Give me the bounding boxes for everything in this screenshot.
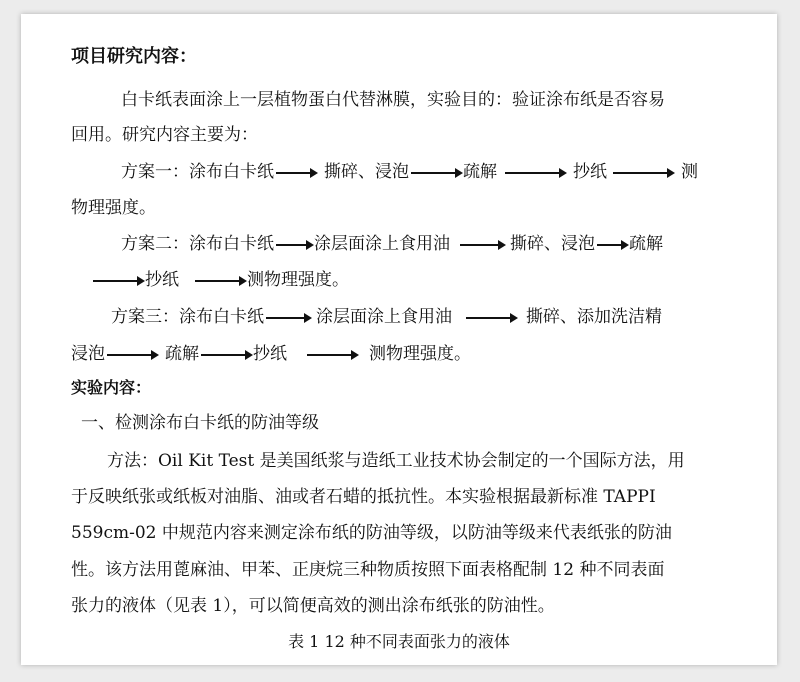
- plan2-step: 疏解: [629, 234, 663, 254]
- plan2-step: 撕碎、浸泡: [510, 234, 595, 254]
- plan3-step: 涂层面涂上食用油: [316, 307, 452, 327]
- arrow-icon: [411, 172, 461, 174]
- plan2-line-2: [91, 269, 349, 291]
- plan1-step: 测: [681, 162, 698, 182]
- arrow-icon: [201, 354, 251, 356]
- arrow-icon: [466, 317, 516, 319]
- plan1-step: 撕碎、浸泡: [324, 162, 409, 182]
- arrow-icon: [505, 172, 565, 174]
- plan1-line-1: [121, 161, 698, 183]
- arrow-icon: [276, 244, 312, 246]
- plan3-label: 方案三：: [111, 307, 179, 327]
- plan3-line-1: [111, 306, 662, 328]
- plan3-step: 浸泡: [71, 344, 105, 364]
- plan1-step: 涂布白卡纸: [189, 162, 274, 182]
- arrow-icon: [460, 244, 504, 246]
- arrow-icon: [93, 280, 143, 282]
- plan2-step: 涂布白卡纸: [189, 234, 274, 254]
- plan3-step: 涂布白卡纸: [179, 307, 264, 327]
- arrow-icon: [195, 280, 245, 282]
- arrow-icon: [613, 172, 673, 174]
- plan1-label: 方案一：: [121, 162, 189, 182]
- plan2-step: 涂层面涂上食用油: [314, 234, 450, 254]
- plan3-step: 疏解: [165, 344, 199, 364]
- document-page: [21, 14, 777, 665]
- table-caption: 表 1 12 种不同表面张力的液体: [288, 632, 510, 651]
- arrow-icon: [597, 244, 627, 246]
- method-line-4: 性。该方法用蓖麻油、甲苯、正庚烷三种物质按照下面表格配制 12 种不同表面: [71, 560, 665, 580]
- plan2-step: 测物理强度。: [247, 270, 349, 290]
- intro-line-1: 白卡纸表面涂上一层植物蛋白代替淋膜，实验目的：验证涂布纸是否容易: [121, 90, 665, 110]
- plan3-step: 抄纸: [253, 344, 287, 364]
- arrow-icon: [107, 354, 157, 356]
- plan2-line-1: [121, 233, 663, 255]
- arrow-icon: [307, 354, 357, 356]
- method-line-5: 张力的液体（见表 1），可以简便高效的测出涂布纸张的防油性。: [71, 596, 555, 616]
- plan3-step: 测物理强度。: [369, 344, 471, 364]
- intro-line-2: 回用。研究内容主要为：: [71, 125, 258, 145]
- plan2-step: 抄纸: [145, 270, 179, 290]
- project-content-heading: 项目研究内容：: [71, 46, 197, 67]
- method-line-3: 559cm-02 中规范内容来测定涂布纸的防油等级，以防油等级来代表纸张的防油: [71, 523, 672, 543]
- arrow-icon: [266, 317, 310, 319]
- plan2-label: 方案二：: [121, 234, 189, 254]
- plan3-step: 撕碎、添加洗洁精: [526, 307, 662, 327]
- plan3-line-2: [71, 343, 471, 365]
- method-line-1: 方法：Oil Kit Test 是美国纸浆与造纸工业技术协会制定的一个国际方法，用: [107, 451, 685, 471]
- plan1-step: 疏解: [463, 162, 497, 182]
- experiment-content-heading: 实验内容：: [71, 378, 152, 397]
- arrow-icon: [276, 172, 316, 174]
- plan1-line-2: 物理强度。: [71, 198, 156, 218]
- plan1-step: 抄纸: [573, 162, 607, 182]
- method-line-2: 于反映纸张或纸板对油脂、油或者石蜡的抵抗性。本实验根据最新标准 TAPPI: [71, 487, 656, 507]
- section-1-title: 一、检测涂布白卡纸的防油等级: [81, 413, 319, 433]
